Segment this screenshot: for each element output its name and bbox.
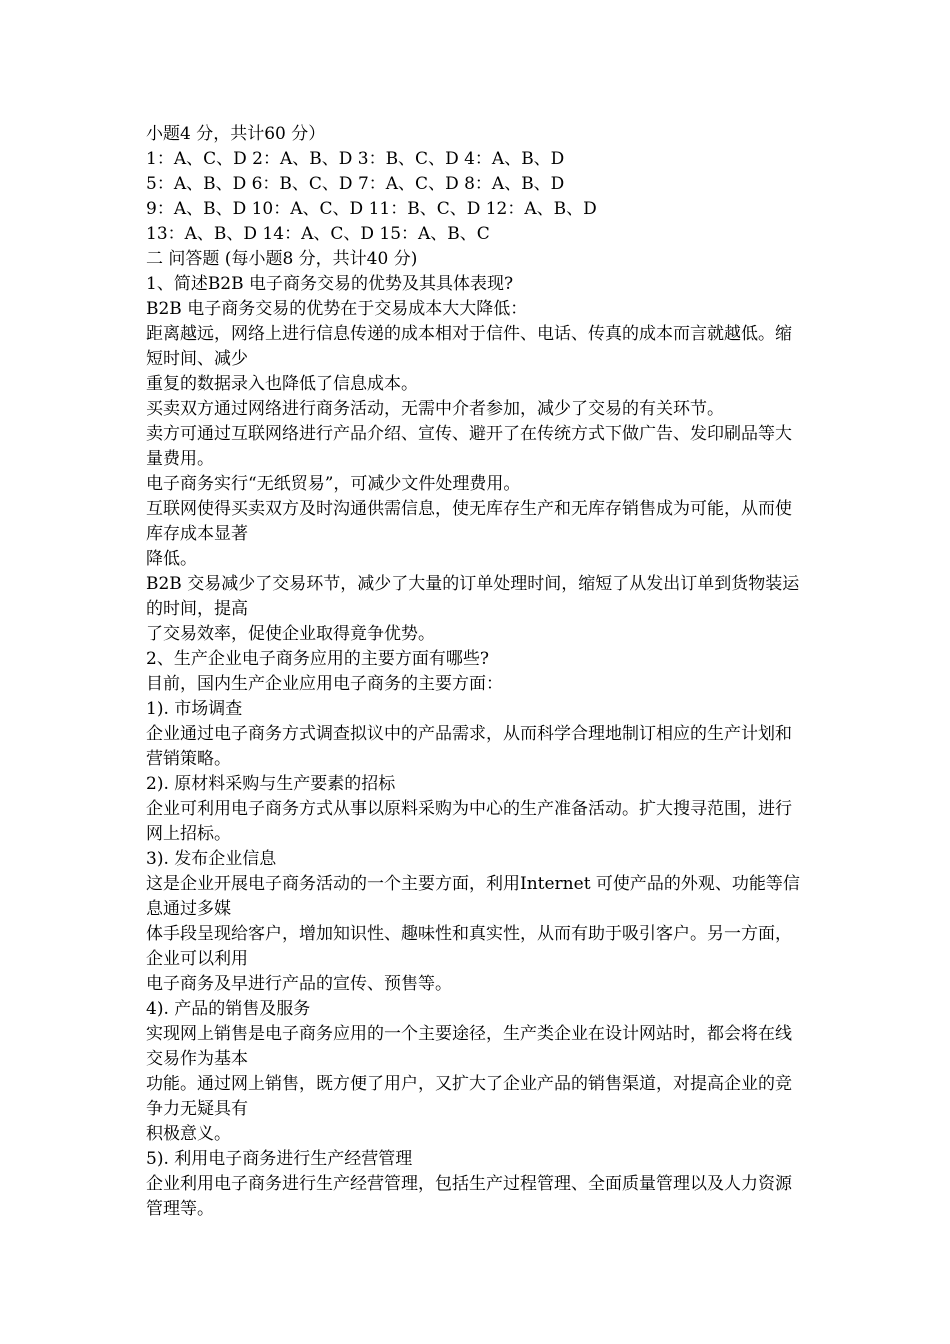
paragraph-text: 目前，国内生产企业应用电子商务的主要方面： [146, 674, 503, 694]
subheading: 1). 市场调查 [146, 699, 243, 719]
answer-line: 9：A、B、D 10：A、C、D 11：B、C、D 12：A、B、D [146, 199, 597, 219]
paragraph-text: 买卖双方通过网络进行商务活动，无需中介者参加，减少了交易的有关环节。 [146, 399, 724, 419]
subheading: 3). 发布企业信息 [146, 849, 277, 869]
paragraph-text: 企业通过电子商务方式调查拟议中的产品需求，从而科学合理地制订相应的生产计划和营销策略。 [146, 724, 792, 769]
subheading: 2). 原材料采购与生产要素的招标 [146, 774, 396, 794]
paragraph-text: 了交易效率，促使企业取得竟争优势。 [146, 624, 435, 644]
subheading: 5). 利用电子商务进行生产经营管理 [146, 1149, 413, 1169]
paragraph-text: 体手段呈现给客户，增加知识性、趣味性和真实性，从而有助于吸引客户。另一方面，企业可以利用 [146, 924, 792, 969]
section-heading: 二 问答题 (每小题8 分，共计40 分) [146, 249, 418, 269]
paragraph-text: 功能。通过网上销售，既方便了用户，又扩大了企业产品的销售渠道，对提高企业的竞争力无疑具有 [146, 1074, 792, 1119]
answer-line: 5：A、B、D 6：B、C、D 7：A、C、D 8：A、B、D [146, 174, 565, 194]
paragraph-text: B2B 电子商务交易的优势在于交易成本大大降低： [146, 299, 528, 319]
document-body [146, 122, 806, 1222]
answer-line: 13：A、B、D 14：A、C、D 15：A、B、C [146, 224, 490, 244]
paragraph-text: 企业可利用电子商务方式从事以原料采购为中心的生产准备活动。扩大搜寻范围，进行网上招标。 [146, 799, 792, 844]
paragraph-text: 企业利用电子商务进行生产经营管理，包括生产过程管理、全面质量管理以及人力资源管理等。 [146, 1174, 792, 1219]
paragraph-text: 互联网使得买卖双方及时沟通供需信息，使无库存生产和无库存销售成为可能，从而使库存成本显著 [146, 499, 792, 544]
section-heading-partial: 小题4 分，共计60 分） [146, 124, 326, 144]
paragraph-text: 这是企业开展电子商务活动的一个主要方面，利用Internet 可使产品的外观、功能等信息通过多媒 [146, 874, 800, 919]
paragraph-text: 电子商务实行“无纸贸易”，可减少文件处理费用。 [146, 474, 521, 494]
paragraph-text: B2B 交易减少了交易环节，减少了大量的订单处理时间，缩短了从发出订单到货物装运的时间，提高 [146, 574, 800, 619]
question-title: 2、生产企业电子商务应用的主要方面有哪些? [146, 649, 489, 669]
paragraph-text: 实现网上销售是电子商务应用的一个主要途径，生产类企业在设计网站时，都会将在线交易作为基本 [146, 1024, 792, 1069]
paragraph-text: 卖方可通过互联网络进行产品介绍、宣传、避开了在传统方式下做广告、发印刷品等大量费用。 [146, 424, 792, 469]
paragraph-text: 积极意义。 [146, 1124, 231, 1144]
paragraph-text: 重复的数据录入也降低了信息成本。 [146, 374, 418, 394]
question-title: 1、简述B2B 电子商务交易的优势及其具体表现? [146, 274, 514, 294]
subheading: 4). 产品的销售及服务 [146, 999, 311, 1019]
paragraph-text: 距离越远，网络上进行信息传递的成本相对于信件、电话、传真的成本而言就越低。缩短时间、减少 [146, 324, 792, 369]
paragraph-text: 降低。 [146, 549, 197, 569]
answer-line: 1：A、C、D 2：A、B、D 3：B、C、D 4：A、B、D [146, 149, 565, 169]
paragraph-text: 电子商务及早进行产品的宣传、预售等。 [146, 974, 452, 994]
